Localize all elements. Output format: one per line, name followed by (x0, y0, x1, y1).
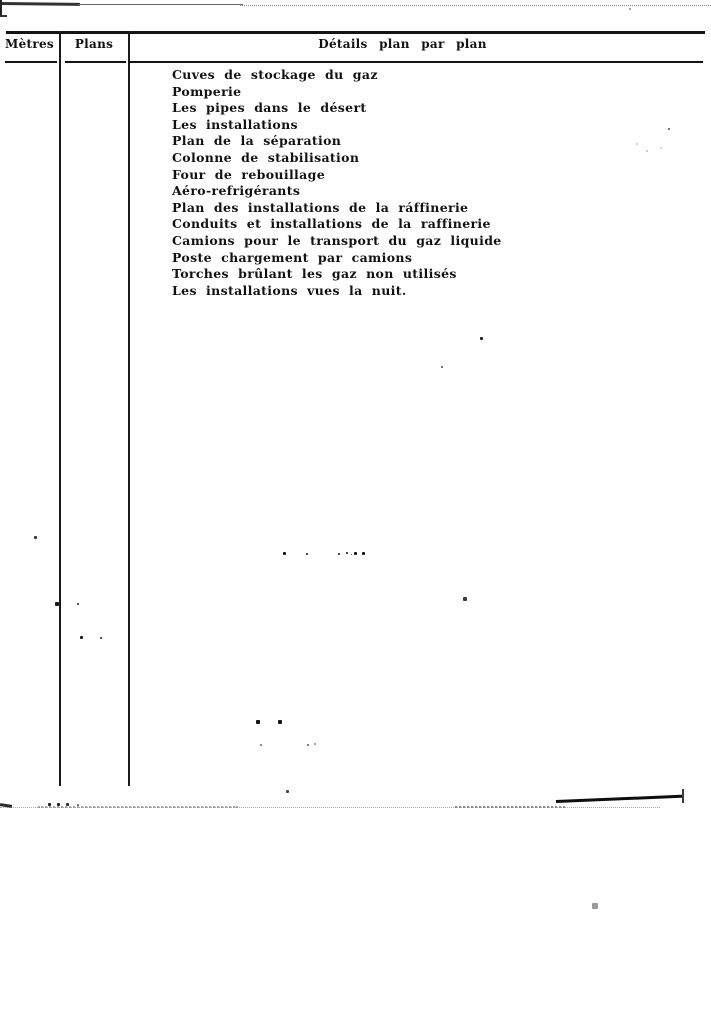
detail-line: Plan de la séparation (172, 133, 342, 149)
column-rule-metres-plans (59, 31, 61, 786)
detail-line: Aéro-refrigérants (172, 183, 301, 199)
details-list (172, 67, 502, 300)
scan-speck (592, 903, 598, 909)
scan-speck (629, 8, 631, 10)
scan-bottom-left-dashes (38, 806, 238, 808)
scan-speck (314, 743, 316, 745)
scan-speck (441, 366, 443, 368)
header-underline-details (130, 61, 703, 63)
detail-line: Four de rebouillage (172, 166, 325, 182)
detail-line: Les installations (172, 116, 298, 132)
scan-top-left-corner-hook (0, 15, 7, 17)
scan-speck (278, 720, 282, 724)
scan-speck (346, 552, 348, 554)
scan-speck (286, 790, 289, 793)
column-rule-plans-details (128, 31, 130, 786)
scan-speck (362, 552, 365, 555)
detail-line: Les pipes dans le désert (172, 100, 367, 116)
detail-line: Plan des installations de la ráffinerie (172, 199, 469, 215)
scan-speck (660, 147, 662, 149)
scan-speck (306, 553, 308, 555)
scan-speck (34, 536, 37, 539)
scan-speck (100, 637, 102, 639)
scan-speck (636, 143, 638, 145)
scan-speck (668, 128, 670, 130)
scan-speck (351, 554, 352, 555)
scan-speck (80, 636, 83, 639)
detail-line: Torches brûlant les gaz non utilisés (172, 266, 457, 282)
scan-speck (283, 552, 286, 555)
column-header-details: Détails plan par plan (318, 37, 487, 51)
detail-line: Pomperie (172, 83, 242, 99)
scan-top-edge (0, 2, 80, 6)
scan-speck (354, 552, 357, 555)
scan-speck (260, 744, 262, 746)
scan-top-edge-mid (78, 4, 243, 5)
scan-bottom-right-dashes (455, 806, 565, 808)
detail-line: Conduits et installations de la raffinerie (172, 216, 491, 232)
column-header-metres: Mètres (5, 37, 54, 51)
scan-speck (338, 553, 340, 555)
detail-line: Cuves de stockage du gaz (172, 67, 378, 82)
detail-line: Colonne de stabilisation (172, 150, 360, 166)
scan-speck (646, 150, 648, 152)
scan-speck (77, 603, 79, 605)
scan-bottom-right-curl-tick (682, 789, 684, 803)
header-underline-plans (65, 61, 126, 63)
column-header-plans: Plans (74, 37, 114, 51)
detail-line: Poste chargement par camions (172, 249, 413, 265)
scan-speck (463, 597, 467, 601)
scan-bottom-right-page-curl (556, 795, 684, 803)
scan-speck (480, 337, 483, 340)
scan-speck (256, 720, 260, 724)
scan-speck (307, 744, 309, 746)
detail-line: Les installations vues la nuit. (172, 282, 407, 298)
scan-top-edge-right (240, 5, 711, 6)
table-top-border (6, 31, 705, 34)
detail-line: Camions pour le transport du gaz liquide (172, 233, 502, 249)
header-underline-metres (5, 61, 57, 63)
